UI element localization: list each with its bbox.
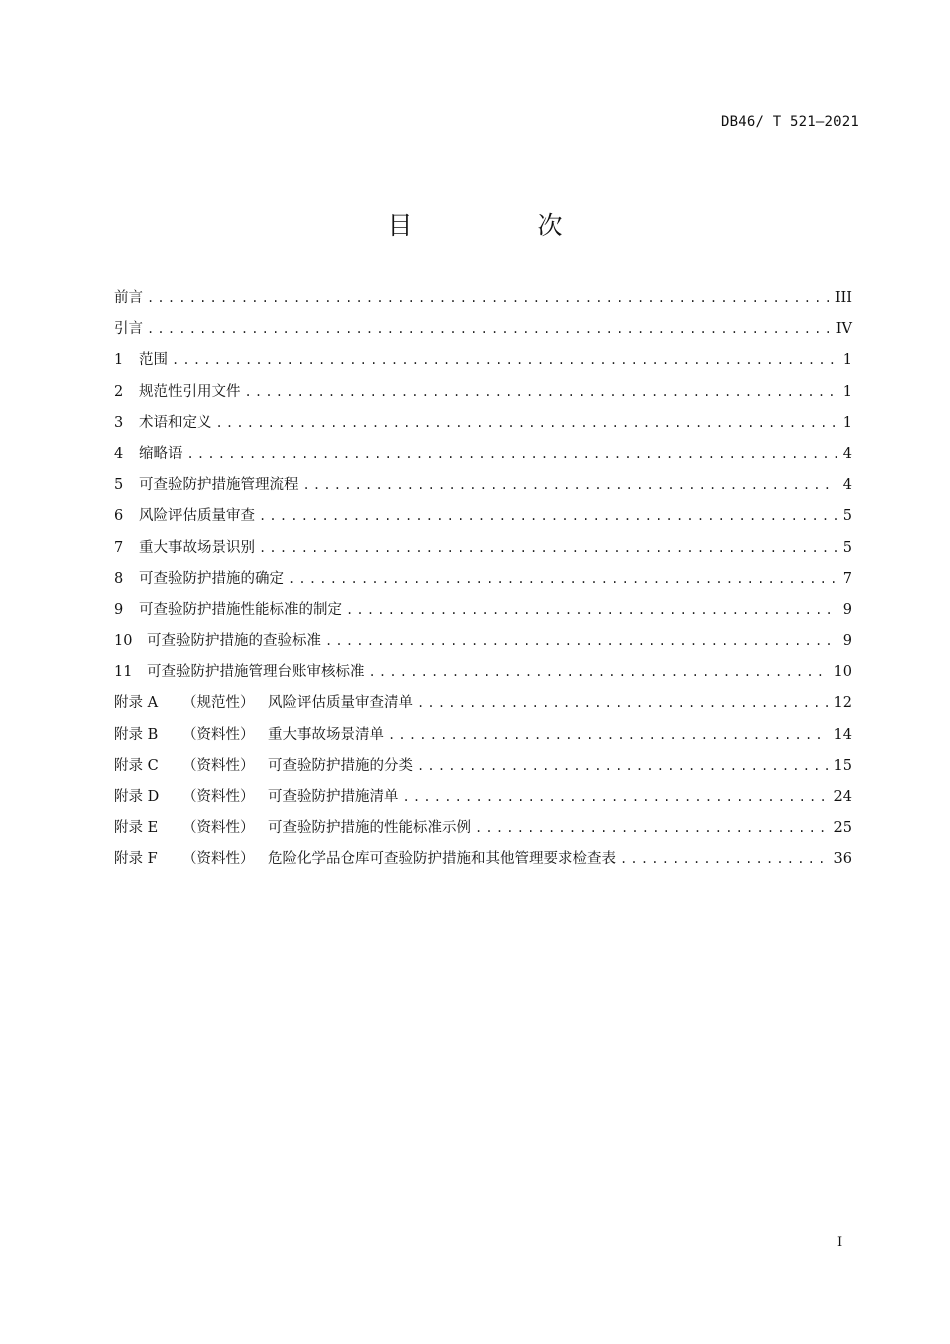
toc-entry-label: 可查验防护措施的性能标准示例 — [268, 820, 471, 837]
toc-entry[interactable] — [114, 470, 852, 501]
toc-leader-dots — [216, 408, 837, 439]
toc-entry[interactable] — [114, 377, 852, 408]
toc-entry-appendix[interactable] — [114, 813, 852, 844]
table-of-contents — [114, 283, 852, 876]
toc-entry[interactable] — [114, 595, 852, 626]
toc-entry-page: 5 — [842, 508, 852, 525]
toc-entry-label: 可查验防护措施清单 — [268, 789, 399, 805]
toc-entry-page: 14 — [833, 726, 852, 743]
toc-entry-number: 11 — [114, 664, 133, 681]
toc-entry-number: 5 — [114, 477, 124, 494]
toc-entry-category: （规范性） — [182, 695, 255, 712]
toc-entry-page: 12 — [833, 695, 852, 712]
toc-leader-dots — [303, 470, 837, 501]
toc-leader-dots — [172, 345, 837, 376]
toc-entry-page: 5 — [842, 539, 852, 556]
toc-leader-dots — [325, 626, 837, 657]
toc-entry-number: 3 — [114, 414, 124, 431]
toc-entry-appendix[interactable] — [114, 751, 852, 782]
toc-entry-label: 风险评估质量审查 — [139, 508, 255, 525]
toc-entry-label: 范围 — [139, 352, 168, 369]
toc-entry-category: （资料性） — [182, 820, 255, 837]
toc-entry-number: 10 — [114, 633, 133, 650]
toc-entry-category: （资料性） — [182, 726, 255, 743]
toc-entry-appendix[interactable] — [114, 720, 852, 751]
toc-entry-label: 可查验防护措施性能标准的制定 — [139, 601, 342, 618]
toc-leader-dots — [245, 377, 837, 408]
toc-entry-page: 4 — [842, 445, 852, 462]
toc-entry-label: 重大事故场景识别 — [139, 539, 255, 556]
toc-entry-category: （资料性） — [182, 789, 255, 805]
toc-leader-dots — [259, 501, 837, 532]
toc-entry[interactable] — [114, 283, 852, 314]
toc-entry-label: 前言 — [114, 290, 143, 306]
toc-entry[interactable] — [114, 408, 852, 439]
toc-entry-page: 15 — [833, 757, 852, 774]
toc-entry-category: （资料性） — [182, 851, 255, 868]
toc-entry[interactable] — [114, 533, 852, 564]
toc-entry[interactable] — [114, 564, 852, 595]
toc-entry-page: 25 — [833, 820, 852, 837]
toc-entry-number: 附录 F — [114, 851, 158, 868]
toc-entry-label: 危险化学品仓库可查验防护措施和其他管理要求检查表 — [268, 851, 616, 868]
toc-entry-label: 术语和定义 — [139, 414, 212, 431]
standard-code: DB46/ T 521—2021 — [720, 114, 859, 130]
toc-entry-page: 10 — [833, 664, 852, 681]
toc-entry-label: 可查验防护措施管理流程 — [139, 477, 299, 494]
toc-entry-page: 7 — [842, 570, 852, 587]
toc-entry-label: 可查验防护措施的查验标准 — [147, 633, 321, 650]
toc-leader-dots — [259, 533, 837, 564]
toc-entry-label: 可查验防护措施的确定 — [139, 570, 284, 587]
toc-leader-dots — [475, 813, 828, 844]
toc-entry-page: 1 — [842, 414, 852, 431]
toc-leader-dots — [187, 439, 837, 470]
toc-entry-page: 9 — [842, 601, 852, 618]
page-number: I — [837, 1235, 843, 1250]
toc-entry-label: 规范性引用文件 — [139, 383, 241, 400]
toc-entry[interactable] — [114, 626, 852, 657]
toc-entry-number: 附录 E — [114, 820, 159, 837]
toc-entry-number: 附录 A — [114, 695, 159, 712]
toc-entry-category: （资料性） — [182, 757, 255, 774]
toc-entry-page: 1 — [842, 352, 852, 369]
toc-entry-page: 36 — [833, 851, 852, 868]
toc-entry-appendix[interactable] — [114, 782, 852, 813]
toc-leader-dots — [147, 283, 829, 314]
toc-entry-label: 可查验防护措施的分类 — [268, 757, 413, 774]
toc-leader-dots — [403, 782, 828, 813]
toc-entry[interactable] — [114, 314, 852, 345]
toc-leader-dots — [147, 314, 830, 345]
toc-entry-number: 6 — [114, 508, 124, 525]
toc-leader-dots — [346, 595, 837, 626]
toc-entry-appendix[interactable] — [114, 844, 852, 875]
toc-entry-label: 可查验防护措施管理台账审核标准 — [147, 664, 365, 681]
toc-entry-number: 附录 D — [114, 789, 160, 805]
toc-entry-page: 24 — [833, 789, 852, 805]
toc-entry-label: 风险评估质量审查清单 — [268, 695, 413, 712]
toc-entry-page: IV — [835, 321, 852, 338]
toc-entry[interactable] — [114, 345, 852, 376]
toc-leader-dots — [417, 751, 828, 782]
toc-leader-dots — [369, 657, 828, 688]
toc-entry-page: 4 — [842, 477, 852, 494]
toc-entry-number: 2 — [114, 383, 124, 400]
toc-entry-number: 附录 C — [114, 757, 159, 774]
toc-entry-number: 7 — [114, 539, 124, 556]
toc-leader-dots — [620, 844, 828, 875]
toc-leader-dots — [288, 564, 837, 595]
toc-entry[interactable] — [114, 657, 852, 688]
toc-entry-label: 引言 — [114, 321, 143, 338]
toc-entry-appendix[interactable] — [114, 688, 852, 719]
toc-leader-dots — [417, 688, 828, 719]
toc-entry-page: III — [834, 290, 852, 306]
toc-entry[interactable] — [114, 439, 852, 470]
toc-leader-dots — [388, 720, 828, 751]
toc-entry-label: 重大事故场景清单 — [268, 726, 384, 743]
toc-entry-label: 缩略语 — [139, 445, 183, 462]
toc-entry-page: 1 — [842, 383, 852, 400]
toc-entry-number: 9 — [114, 601, 124, 618]
toc-entry-number: 4 — [114, 445, 124, 462]
toc-entry-number: 附录 B — [114, 726, 159, 743]
toc-entry-page: 9 — [842, 633, 852, 650]
toc-entry[interactable] — [114, 501, 852, 532]
toc-entry-number: 8 — [114, 570, 124, 587]
page-title: 目 次 — [387, 211, 613, 240]
toc-entry-number: 1 — [114, 352, 124, 369]
